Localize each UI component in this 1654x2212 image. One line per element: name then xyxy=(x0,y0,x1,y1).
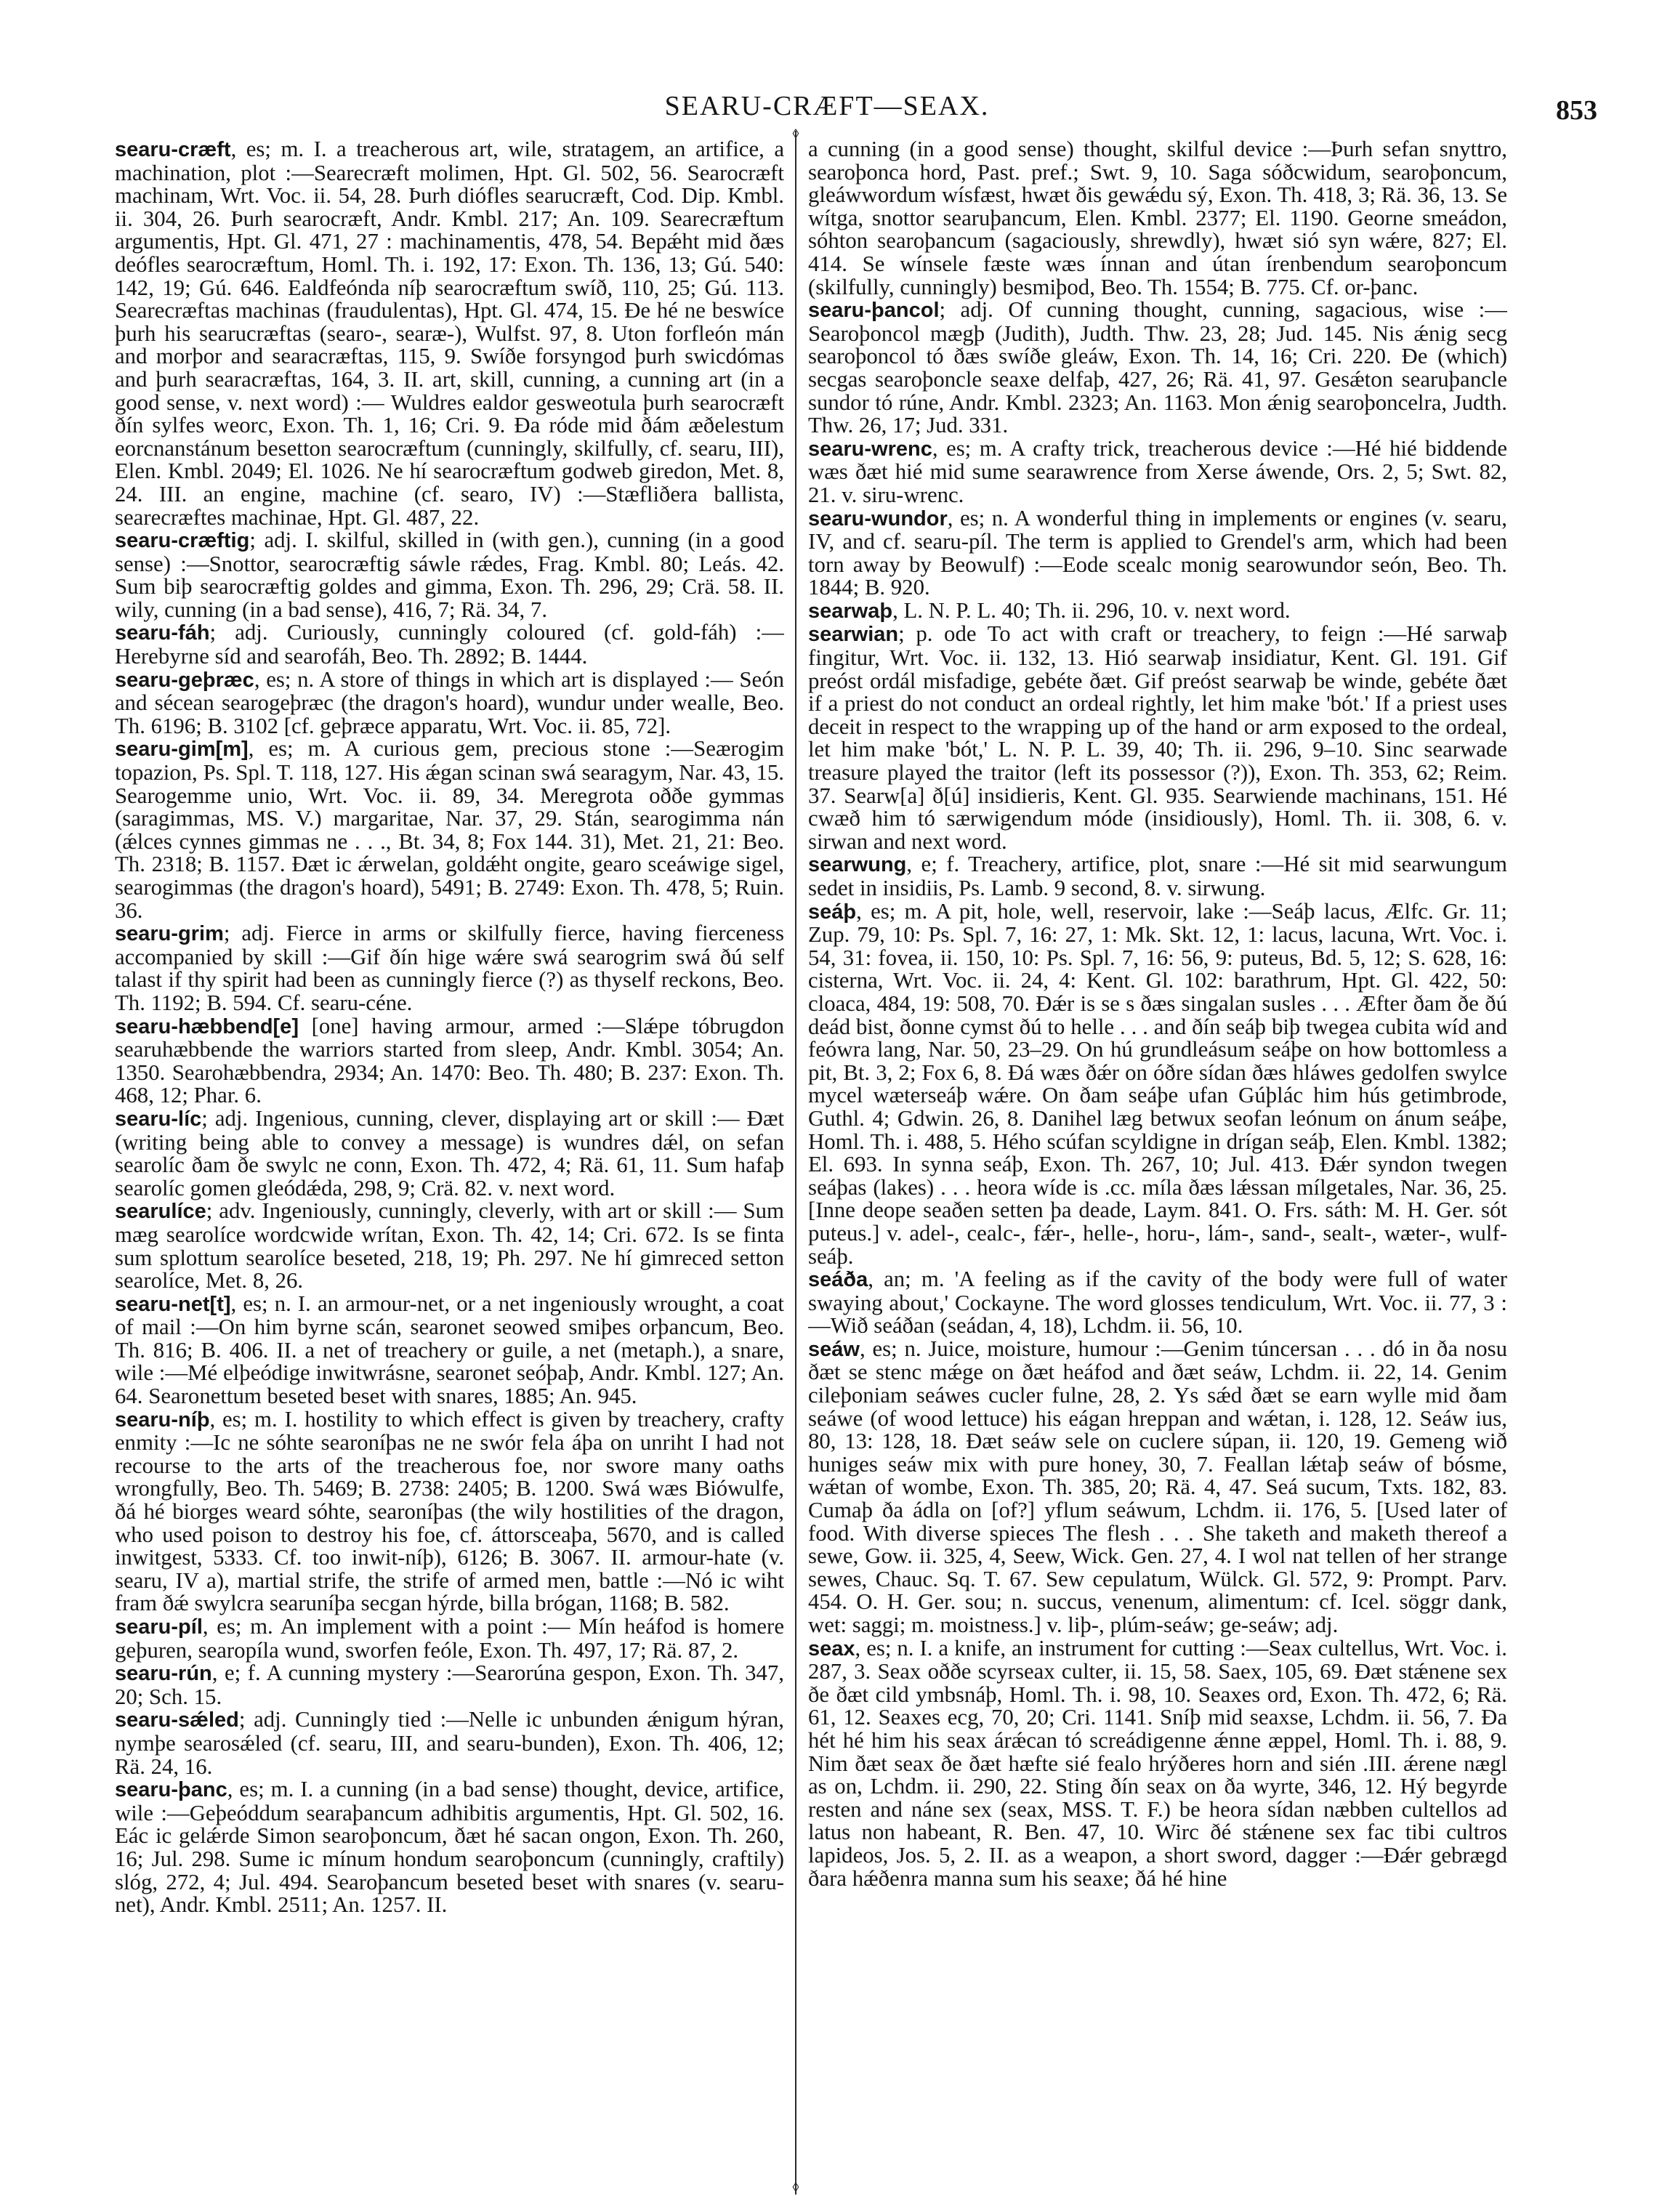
entry-definition: , es; m. I. a treacherous art, wile, stratagem, an artifice, a machination, plot :—Searecræft molimen, Hpt. Gl. 502, 56. Searocræft machinam, Wrt. Voc. ii. 54, 28. Þurh diófles searucræft, Cod. Dip. Kmbl. ii. 304, 26. Þurh searocræft, Andr. Kmbl. 217; An. 109. Searecræftum argumentis, Hpt. Gl. 471, 27 : machinamentis, 478, 54. Bepǽht mid ðæs deófles searocræftum, Homl. Th. i. 192, 17: Exon. Th. 136, 13; Gú. 540: 142, 19; Gú. 646. Ealdfeónda níþ searocræftum swíð, 110, 25; Gú. 113. Searecræftas machinas (fraudulentas), Hpt. Gl. 474, 15. Ðe hé ne beswíce þurh his searucræftas (searo-, searæ-), Wulfst. 97, 8. Uton forfleón mán and morþor and searacræftas, 115, 9. Swíðe forsyngod þurh swicdómas and þurh searacræftas, 164, 3. II. art, skill, cunning, a cunning art (in a good sense, v. next word) :— Wuldres ealdor gesweotula þurh searocræft ðín sylfes weorc, Exon. Th. 1, 16; Cri. 9. Ða róde mid ðám æðelestum eorcnanstánum besetton searocræftum (cunningly, skilfully, cf. searu, III), Elen. Kmbl. 2049; El. 1026. Ne hí searocræftum godweb giredon, Met. 8, 24. III. an engine, machine (cf. searo, IV) :—Stæfliðera ballista, searecræftes machinae, Hpt. Gl. 487, 22. xyxy=(115,138,784,530)
dictionary-entry xyxy=(115,621,784,668)
entry-definition: , es; n. A wonderful thing in implements or engines (v. searu, IV, and cf. searu-píl. The term is applied to Grendel's arm, which had been torn away by Beowulf) :—Eode scealc monig searowundor seón, Beo. Th. 1844; B. 920. xyxy=(808,505,1507,600)
dictionary-entry xyxy=(808,853,1507,900)
dictionary-entry xyxy=(115,1107,784,1200)
entry-definition: ; adv. Ingeniously, cunningly, cleverly, with art or skill :— Sum mæg searolíce wordcwide wrítan, Exon. Th. 42, 14; Cri. 672. Is se finta sum splottum searolíce beseted, 218, 19; Ph. 297. Ne hí gimreced setton searolíce, Met. 8, 26. xyxy=(115,1198,784,1293)
entry-definition: , es; n. I. a knife, an instrument for cutting :—Seax cultellus, Wrt. Voc. i. 287, 3. Seax oððe scyrseax culter, ii. 15, 58. Saex, 105, 69. Ðæt stǽnene sex ðe ðæt cild ymbsnáþ, Homl. Th. i. 98, 10. Seaxes ord, Exon. Th. 472, 6; Rä. 61, 12. Seaxes ecg, 70, 20; Cri. 1141. Sníþ mid seaxse, Lchdm. ii. 56, 7. Ða hét hé him his seax árǽcan tó screádigenne ǽnne æppel, Homl. Th. i. 88, 9. Nim ðæt seax ðe ðæt hæfte sié fealo hrýðeres horn and sién .III. ǽrene nægl as on, Lchdm. ii. 290, 22. Sting ðín seax on ða wyrte, 346, 12. Hý begyrde resten and náne sex (seax, MSS. T. F.) be heora sídan næbben cultellos ad latus non habeant, R. Ben. 47, 10. Wirc ðé stǽnene sex fac tibi cultros lapideos, Jos. 5, 2. II. as a weapon, a short sword, dagger :—Ðǽr gebrægd ðara hǽðenra manna sum his seaxe; ðá hé hine xyxy=(808,1635,1507,1891)
entry-definition: ; adj. Of cunning thought, cunning, sagacious, wise :— Searoþoncol mægþ (Judith), Judth. Thw. 23, 28; Jud. 145. Nis ǽnig secg searoþoncol tó ðæs swíðe gleáw, Exon. Th. 14, 16; Cri. 220. Ðe (which) secgas searoþoncle seaxe delfaþ, 427, 26; Rä. 41, 97. Gesǽton searuþancle sundor tó rúne, Andr. Kmbl. 2323; An. 1163. Mon ǽnig searoþoncelra, Judth. Thw. 26, 17; Jud. 331. xyxy=(808,297,1507,438)
dictionary-entry xyxy=(808,623,1507,853)
page-title: SEARU-CRÆFT—SEAX. xyxy=(664,91,990,121)
entry-headword: searu-hæbbend[e] xyxy=(115,1014,299,1038)
dictionary-entry xyxy=(115,1615,784,1662)
dictionary-entry xyxy=(808,1338,1507,1637)
column-divider xyxy=(795,131,796,2195)
dictionary-entry xyxy=(115,1200,784,1292)
right-column xyxy=(808,138,1507,2195)
entry-headword: searu-gim[m] xyxy=(115,738,249,762)
entry-headword: searu-wundor xyxy=(808,506,948,530)
entry-headword: searu-cræft xyxy=(115,138,231,161)
dictionary-entry xyxy=(115,738,784,922)
entry-headword: seáþ xyxy=(808,900,857,924)
entry-headword: searwian xyxy=(808,623,899,647)
entry-definition: , L. N. P. L. 40; Th. ii. 296, 10. v. next word. xyxy=(892,597,1291,623)
dictionary-entry xyxy=(115,1662,784,1708)
entry-headword: searu-grim xyxy=(115,922,224,946)
entry-headword: searu-net[t] xyxy=(115,1292,231,1316)
dictionary-entry xyxy=(115,1408,784,1615)
dictionary-entry xyxy=(808,437,1507,507)
entry-definition: ; p. ode To act with craft or treachery, to feign :—Hé sarwaþ fingitur, Wrt. Voc. ii. 132, 13. Hió searwaþ insidiatur, Kent. Gl. 191. Gif preóst ordál misfadige, gebéte ðæt. Gif preóst searwaþ be winde, gebéte ðæt if a priest do not conduct an ordeal rightly, let him make 'bót.' If a priest uses deceit in respect to the wrapping up of the hand or arm exposed to the ordeal, let him make 'bót,' L. N. P. L. 39, 40; Th. ii. 296, 9–10. Sinc searwade treasure played the traitor (left its possessor (?)), Exon. Th. 353, 62; Reim. 37. Searw[a] ð[ú] insidieris, Kent. Gl. 935. Searwiende machinans, 151. Hé cwæð him tó særwigendum móde (insidiously), Homl. Th. ii. 308, 6. v. sirwan and next word. xyxy=(808,621,1507,854)
page-number: 853 xyxy=(1556,95,1597,126)
divider-top-ornament: ◊ xyxy=(792,126,799,141)
entry-headword: searu-píl xyxy=(115,1615,203,1639)
entry-headword: seax xyxy=(808,1636,855,1660)
dictionary-entry xyxy=(808,138,1507,299)
entry-headword: searulíce xyxy=(115,1200,206,1224)
dictionary-entry xyxy=(808,507,1507,600)
entry-headword: searu-rún xyxy=(115,1662,212,1686)
dictionary-entry xyxy=(115,1293,784,1408)
entry-headword: searu-sǽled xyxy=(115,1708,239,1732)
entry-definition: ; adj. Fierce in arms or skilfully fierce, having fierceness accompanied by skill :—Gif ðín hige wǽre swá searogrim swá ðú self talast if thy spirit had been as cunningly fierce (?) as thyself reckons, Beo. Th. 1192; B. 594. Cf. searu-céne. xyxy=(115,921,784,1015)
entry-headword: searu-líc xyxy=(115,1107,202,1131)
entry-headword: seáða xyxy=(808,1268,868,1292)
entry-definition: ; adj. Ingenious, cunning, clever, displaying art or skill :— Ðæt (writing being able to convey a message) is wundres dǽl, on sefan searolíc ðam ðe swylc ne conn, Exon. Th. 472, 4; Rä. 61, 11. Sum hafaþ searolíc gomen gleódǽda, 298, 9; Crä. 82. v. next word. xyxy=(115,1105,784,1200)
entry-definition: , e; f. Treachery, artifice, plot, snare :—Hé sit mid searwungum sedet in insidiis, Ps. Lamb. 9 second, 8. v. sirwung. xyxy=(808,852,1507,900)
entry-definition: , es; n. Juice, moisture, humour :—Genim túncersan . . . dó in ða nosu ðæt se stenc mǽge on ðæt heáfod and ðæt seáw, Lchdm. ii. 22, 14. Genim cileþoniam seáwes cucler fulne, 28, 2. Ys sǽd ðæt se earn wylle mid ðam seáwe (of wood lettuce) his eágan hreppan and wǽtan, i. 128, 12. Seáw ius, 80, 13: 128, 18. Ðæt seáw sele on cuclere súpan, ii. 120, 19. Gemeng wið huniges seáw mix with pure honey, 30, 7. Feallan lǽtaþ seáw of bósme, wǽtan of wombe, Exon. Th. 385, 20; Rä. 4, 47. Seá sucum, Txts. 182, 83. Cumaþ ða ádla on [of?] yflum seáwum, Lchdm. ii. 176, 5. [Used later of food. With diverse spieces The flesh . . . She taketh and maketh thereof a sewe, Gow. ii. 325, 4, Seew, Wick. Gen. 27, 4. I wol nat tellen of her strange sewes, Chauc. Sq. T. 67. Sew cepulatum, Wülck. Gl. 572, 9: Prompt. Parv. 454. O. H. Ger. sou; n. succus, venenum, alimentum: cf. Icel. söggr dank, wet: saggi; m. moistness.] v. liþ-, plúm-seáw; ge-seáw; adj. xyxy=(808,1336,1507,1637)
entry-definition: , es; m. A pit, hole, well, reservoir, lake :—Seáþ lacus, Ælfc. Gr. 11; Zup. 79, 10: Ps. Spl. 7, 16: 27, 1: Mk. Skt. 12, 1: lacus, lacuna, Wrt. Voc. i. 54, 31: fovea, ii. 150, 10: Ps. Spl. 7, 16: 56, 9: puteus, Bd. 5, 12; S. 628, 16: cisterna, Wrt. Voc. ii. 24, 4: Kent. Gl. 102: barathrum, Hpt. Gl. 422, 50: cloaca, 484, 19: 508, 70. Ðǽr is se s ðæs singalan susles . . . Æfter ðam ðe ðú deád bist, ðonne cymst ðú to helle . . . and ðín seáþ biþ twegea cubita wíd and feówra lang, Nar. 50, 23–29. On hú grundleásum seáþe on how bottomless a pit, Bt. 3, 2; Fox 6, 8. Ðá wæs ðǽr on óðre sídan ðæs hláwes gedolfen swylce mycel wæterseáþ wǽre. On ðam seáþe ufan Gúþlác him hús getimbrode, Guthl. 4; Gdwin. 26, 8. Danihel læg betwux seofan leónum on ánum seáþe, Homl. Th. i. 488, 5. Hého scúfan scyldigne in drígan seáþ, Elen. Kmbl. 1382; El. 693. In synna seáþ, Exon. Th. 267, 10; Jul. 413. Ðǽr syndon twegen seáþas (lakes) . . . heora wíde is .cc. míla ðæs lǽssan mílgetales, Nar. 36, 25. [Inne deope seaðen setten þa deade, Laym. 841. O. Frs. sáth: M. H. Ger. sót puteus.] v. adel-, cealc-, fǽr-, helle-, horu-, lám-, sand-, sealt-, wæter-, wulf-seáþ. xyxy=(808,898,1507,1269)
entry-headword: searu-geþræc xyxy=(115,668,254,692)
entry-headword: searu-þanc xyxy=(115,1778,227,1802)
entry-headword: searwaþ xyxy=(808,599,893,623)
dictionary-entry xyxy=(115,666,784,738)
entry-definition: ; adj. Cunningly tied :—Nelle ic unbunden ǽnigum hýran, nymþe searosǽled (cf. searu, III, and searu-bunden), Exon. Th. 406, 12; Rä. 24, 16. xyxy=(115,1707,784,1779)
entry-definition: , es; m. I. a cunning (in a bad sense) thought, device, artifice, wile :—Geþeóddum searaþancum adhibitis argumentis, Hpt. Gl. 502, 16. Eác ic gelǽrde Simon searoþoncum, ðæt hé sacan ongon, Exon. Th. 260, 16; Jul. 298. Sume ic mínum hondum searoþoncum (cunningly, craftily) slóg, 272, 4; Jul. 494. Searoþancum beseted beset with snares (v. searu-net), Andr. Kmbl. 2511; An. 1257. II. xyxy=(115,1777,784,1918)
entry-definition: , es; m. A curious gem, precious stone :—Seærogim topazion, Ps. Spl. T. 118, 127. His ǽgan scinan swá searagym, Nar. 43, 15. Searogemme unio, Wrt. Voc. ii. 89, 34. Meregrota oððe gymmas (saragimmas, MS. V.) margaritae, Nar. 37, 29. Stán, searogimma nán (ǽlces cynnes gimmas ne . . ., Bt. 34, 8; Fox 144. 31), Met. 21, 21: Beo. Th. 2318; B. 1157. Ðæt ic ǽrwelan, goldǽht ongite, gearo sceáwige sigel, searogimmas (the dragon's hoard), 5491; B. 2749: Exon. Th. 478, 5; Ruin. 36. xyxy=(115,736,784,923)
entry-definition: ; adj. I. skilful, skilled in (with gen.), cunning (in a good sense) :—Snottor, searocræftig sáwle rǽdes, Frag. Kmbl. 80; Leás. 42. Sum biþ searocræftig goldes and gimma, Exon. Th. 296, 29; Crä. 58. II. wily, cunning (in a bad sense), 416, 7; Rä. 34, 7. xyxy=(115,528,784,622)
running-head xyxy=(0,86,1654,129)
dictionary-entry xyxy=(115,529,784,621)
entry-headword: seáw xyxy=(808,1337,860,1361)
dictionary-entry xyxy=(808,900,1507,1269)
entry-definition: ; adj. Curiously, cunningly coloured (cf. gold-fáh) :— Herebyrne síd and searofáh, Beo. Th. 2892; B. 1444. xyxy=(115,620,784,669)
left-column xyxy=(115,138,784,2195)
entry-definition: , an; m. 'A feeling as if the cavity of the body were full of water swaying about,' Cockayne. The word glosses tendiculum, Wrt. Voc. ii. 77, 3 :—Wið seáðan (seádan, 4, 18), Lchdm. ii. 56, 10. xyxy=(808,1267,1507,1339)
entry-definition: , e; f. A cunning mystery :—Searorúna gespon, Exon. Th. 347, 20; Sch. 15. xyxy=(115,1660,784,1709)
entry-headword: searu-cræftig xyxy=(115,529,250,553)
entry-definition: , es; m. I. hostility to which effect is given by treachery, crafty enmity :—Ic ne sóhte searoníþas ne ne swór fela áþa on unriht I had not recourse to the arts of the treacherous foe, nor swore many oaths wrongfully, Beo. Th. 5469; B. 2738: 2405; B. 1200. Swá wæs Biówulfe, ðá hé biorges weard sóhte, searoníþas (the wily hostilities of the dragon, who used poison to destroy his foe, cf. áttorsceaþa, 5670, and is called inwitgest, 5333. Cf. too inwit-níþ), 6126; B. 3067. II. armour-hate (v. searu, IV a), martial strife, the strife of armed men, battle :—Nó ic wiht fram ðǽ swylcra searuníþa secgan hýrde, billa brógan, 1168; B. 582. xyxy=(115,1406,784,1616)
entry-headword: searwung xyxy=(808,853,907,877)
dictionary-entry xyxy=(808,1268,1507,1338)
dictionary-entry xyxy=(808,597,1507,623)
dictionary-entry xyxy=(115,1778,784,1917)
entry-headword: searu-fáh xyxy=(115,621,210,645)
entry-definition: [one] having armour, armed :—Slǽpe tóbrugdon searuhæbbende the warriors started from sleep, Andr. Kmbl. 3054; An. 1350. Searohæbbendra, 2934; An. 1470: Beo. Th. 480; B. 237: Exon. Th. 468, 12; Phar. 6. xyxy=(115,1013,784,1108)
dictionary-entry xyxy=(115,1708,784,1778)
dictionary-entry xyxy=(115,138,784,529)
divider-bottom-ornament: ◊ xyxy=(792,2180,799,2195)
entry-definition: a cunning (in a good sense) thought, skilful device :—Þurh sefan snyttro, searoþonca hord, Past. pref.; Swt. 9, 10. Saga sóðcwidum, searoþoncum, gleáwwordum wísfæst, hwæt ðis gewǽdu sý, Exon. Th. 418, 3; Rä. 36, 13. Se wítga, snottor searuþancum, Elen. Kmbl. 2377; El. 1190. Georne smeádon, sóhton searoþancum (sagaciously, shrewdly), hwæt sió syn wǽre, 827; El. 414. Se wínsele fæste wæs ínnan and útan írenbendum searoþoncum (skilfully, cunningly) besmiþod, Beo. Th. 1554; B. 775. Cf. or-þanc. xyxy=(808,138,1507,299)
dictionary-entry xyxy=(115,922,784,1014)
entry-definition: , es; n. A store of things in which art is displayed :— Seón and sécean searogeþræc (the dragon's hoard), wundur under wealle, Beo. Th. 6196; B. 3102 [cf. geþræce apparatu, Wrt. Voc. ii. 85, 72]. xyxy=(115,666,784,738)
entry-definition: , es; n. I. an armour-net, or a net ingeniously wrought, a coat of mail :—On him byrne scán, searonet seowed smiþes orþancum, Beo. Th. 816; B. 406. II. a net of treachery or guile, a net (metaph.), a snare, wile :—Mé elþeódige inwitwrásne, searonet seóþaþ, Andr. Kmbl. 127; An. 64. Searonettum beseted beset with snares, 1885; An. 945. xyxy=(115,1291,784,1409)
entry-headword: searu-þancol xyxy=(808,299,940,323)
entry-definition: , es; m. A crafty trick, treacherous device :—Hé hié biddende wæs ðæt hié mid sume searawrence from Xerse áwende, Ors. 2, 5; Swt. 82, 21. v. siru-wrenc. xyxy=(808,435,1507,507)
entry-headword: searu-wrenc xyxy=(808,437,932,461)
dictionary-entry xyxy=(115,1015,784,1107)
entry-headword: searu-níþ xyxy=(115,1408,210,1432)
dictionary-entry xyxy=(808,299,1507,437)
entry-definition: , es; m. An implement with a point :— Mín heáfod is homere geþuren, searopíla wund, sworfen feóle, Exon. Th. 497, 17; Rä. 87, 2. xyxy=(115,1614,784,1663)
dictionary-entry xyxy=(808,1637,1507,1891)
